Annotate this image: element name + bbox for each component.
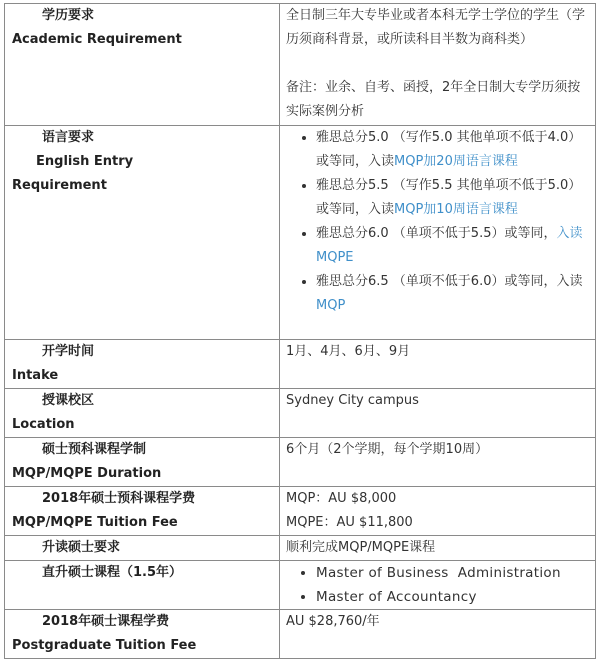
bullet-text: 雅思总分6.0 （单项不低于5.5）或等同， [316,226,557,241]
label-cn: 2018年硕士预科课程学费 [42,491,196,506]
label-cn: 授课校区 [42,393,95,408]
label-cn: 开学时间 [42,344,95,359]
row-value [280,561,596,610]
label-cn: 升读硕士要求 [42,540,121,555]
table-row [5,610,596,659]
label-cn: 2018年硕士课程学费 [42,614,170,629]
bullet-text: 雅思总分6.5 （单项不低于6.0）或等同，入读 [316,274,583,289]
course-link[interactable]: MQP加20周语言课程 [394,154,518,169]
row-value [280,487,596,536]
row-label [5,610,280,659]
label-en: Academic Requirement [12,32,182,47]
value-text: Sydney City campus [286,393,419,408]
bullet-text: 雅思总分5.0 （写作5.0 其他单项不低于4.0）或等同，入读 [316,130,582,169]
label-en: Location [12,417,75,432]
row-label [5,4,280,126]
list-item [316,222,591,270]
list-item [316,270,591,318]
course-link[interactable]: 入读MQPE [316,226,583,265]
label-en: Requirement [12,178,107,193]
table-row [5,340,596,389]
value-text: 6个月（2个学期，每个学期10周） [286,442,489,457]
value-text: 全日制三年大专毕业或者本科无学士学位的学生（学历须商科背景，或所读科目半数为商科类） [286,8,586,47]
course-link[interactable]: MQP加10周语言课程 [394,202,518,217]
bullet-text: Master of Accountancy [316,589,477,605]
row-label [5,438,280,487]
value-text: MQPE：AU $11,800 [286,515,413,530]
row-label [5,126,280,340]
table-row [5,438,596,487]
label-cn: 直升硕士课程（1.5年） [42,565,183,580]
row-value [280,389,596,438]
masters-list [286,561,591,609]
table-row [5,561,596,610]
course-link[interactable]: MQP [316,298,346,313]
value-text: 备注：业余、自考、函授，2年全日制大专学历须按实际案例分析 [286,80,581,119]
bullet-text: 雅思总分5.5 （写作5.5 其他单项不低于5.0）或等同，入读 [316,178,582,217]
label-cn: 语言要求 [42,130,95,145]
value-text: 顺利完成MQP/MQPE课程 [286,540,436,555]
row-value [280,610,596,659]
row-value [280,536,596,561]
table-row [5,487,596,536]
table-row [5,389,596,438]
label-en: Postgraduate Tuition Fee [12,638,197,653]
row-label [5,340,280,389]
row-label [5,536,280,561]
row-value [280,438,596,487]
label-en: MQP/MQPE Duration [12,466,162,481]
row-value [280,126,596,340]
row-label [5,561,280,610]
label-en: Intake [12,368,59,383]
label-en: English Entry [36,154,134,169]
value-text: MQP：AU $8,000 [286,491,397,506]
list-item [316,174,591,222]
label-en: MQP/MQPE Tuition Fee [12,515,178,530]
row-value [280,340,596,389]
table-row [5,126,596,340]
language-options-list [286,126,591,318]
table-row [5,4,596,126]
bullet-text: Master of Business Administration [316,565,561,581]
row-label [5,389,280,438]
label-cn: 硕士预科课程学制 [42,442,147,457]
label-cn: 学历要求 [42,8,95,23]
row-value [280,4,596,126]
value-text: 1月、4月、6月、9月 [286,344,411,359]
list-item [316,126,591,174]
value-text: AU $28,760/年 [286,614,380,629]
table-row [5,536,596,561]
row-label [5,487,280,536]
requirements-table [4,3,596,659]
list-item [316,561,591,585]
list-item [316,585,591,609]
